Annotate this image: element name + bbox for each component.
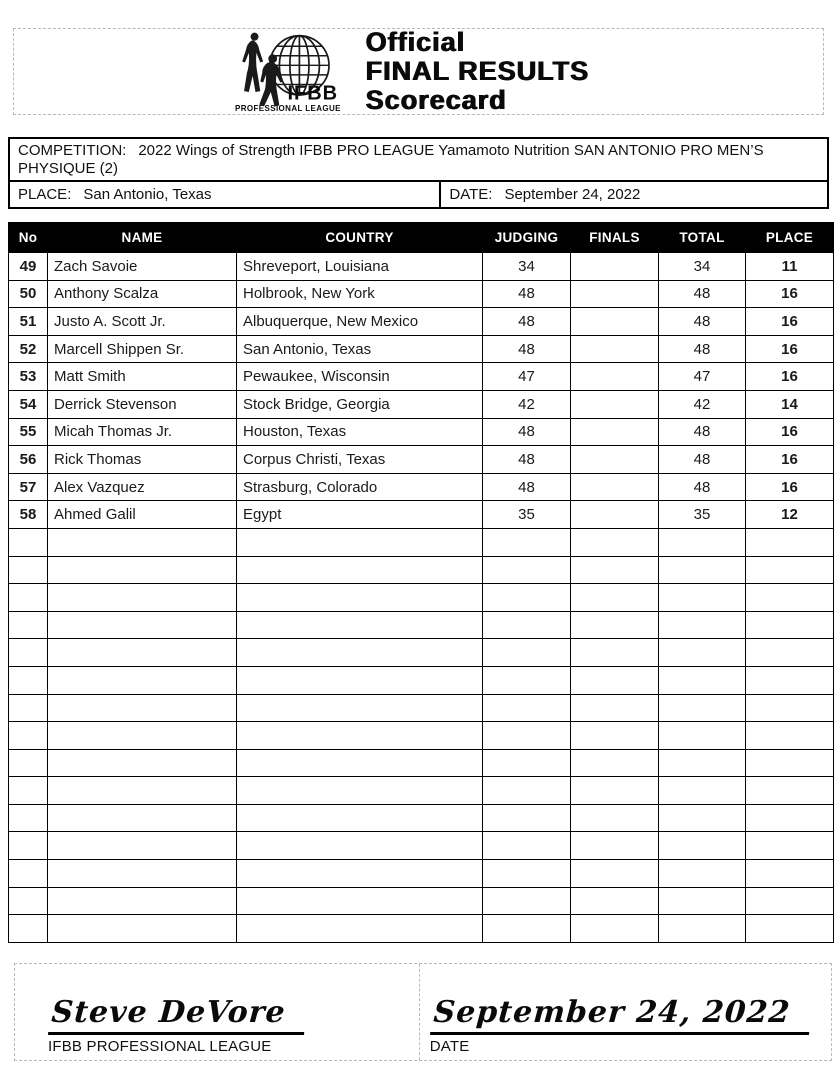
- empty-table-row: [9, 804, 834, 832]
- cell-total: 47: [659, 363, 746, 391]
- cell-finals: [571, 308, 659, 336]
- cell-name: Zach Savoie: [48, 253, 237, 281]
- empty-cell: [659, 584, 746, 612]
- empty-cell: [483, 915, 571, 943]
- document-title: [366, 28, 616, 115]
- empty-cell: [746, 860, 834, 888]
- empty-cell: [659, 749, 746, 777]
- date-cell: [441, 182, 827, 207]
- empty-cell: [48, 915, 237, 943]
- empty-cell: [9, 611, 48, 639]
- cell-no: 55: [9, 418, 48, 446]
- empty-cell: [483, 666, 571, 694]
- empty-cell: [571, 556, 659, 584]
- empty-cell: [483, 749, 571, 777]
- empty-cell: [48, 722, 237, 750]
- date-signature-label: DATE: [429, 1038, 470, 1055]
- empty-table-row: [9, 528, 834, 556]
- ifbb-league-wordmark: PROFESSIONAL LEAGUE: [234, 103, 341, 113]
- competition-row: [10, 139, 827, 180]
- cell-total: 34: [659, 253, 746, 281]
- cell-finals: [571, 418, 659, 446]
- empty-cell: [659, 887, 746, 915]
- empty-cell: [48, 666, 237, 694]
- empty-cell: [746, 528, 834, 556]
- empty-cell: [237, 832, 483, 860]
- empty-cell: [48, 584, 237, 612]
- cell-no: 57: [9, 473, 48, 501]
- table-row: [9, 473, 834, 501]
- empty-cell: [237, 528, 483, 556]
- empty-cell: [237, 777, 483, 805]
- cell-name: Micah Thomas Jr.: [48, 418, 237, 446]
- empty-cell: [48, 611, 237, 639]
- cell-country: Shreveport, Louisiana: [237, 253, 483, 281]
- cell-country: Albuquerque, New Mexico: [237, 308, 483, 336]
- empty-table-row: [9, 694, 834, 722]
- empty-cell: [746, 722, 834, 750]
- empty-cell: [571, 915, 659, 943]
- cell-name: Ahmed Galil: [48, 501, 237, 529]
- empty-cell: [746, 639, 834, 667]
- table-row: [9, 308, 834, 336]
- empty-cell: [483, 860, 571, 888]
- competition-name: 2022 Wings of Strength IFBB PRO LEAGUE Yamamoto Nutrition SAN ANTONIO PRO MEN’S PHYSIQUE (2): [18, 142, 764, 177]
- empty-cell: [48, 749, 237, 777]
- col-header-country: COUNTRY: [237, 223, 483, 253]
- empty-cell: [571, 804, 659, 832]
- empty-cell: [746, 694, 834, 722]
- ifbb-wordmark: IFBB: [286, 82, 338, 105]
- empty-cell: [237, 611, 483, 639]
- cell-place: 16: [746, 363, 834, 391]
- col-header-name: NAME: [48, 223, 237, 253]
- empty-cell: [48, 887, 237, 915]
- cell-name: Justo A. Scott Jr.: [48, 308, 237, 336]
- empty-table-row: [9, 666, 834, 694]
- empty-cell: [483, 694, 571, 722]
- empty-cell: [237, 556, 483, 584]
- empty-cell: [571, 860, 659, 888]
- empty-cell: [237, 749, 483, 777]
- empty-cell: [571, 749, 659, 777]
- empty-cell: [746, 556, 834, 584]
- date-label: DATE:: [449, 186, 493, 203]
- signature-footer: [14, 963, 832, 1061]
- empty-cell: [237, 860, 483, 888]
- place-value: San Antonio, Texas: [83, 186, 212, 203]
- table-row: [9, 280, 834, 308]
- empty-cell: [237, 694, 483, 722]
- empty-cell: [9, 639, 48, 667]
- cell-no: 56: [9, 446, 48, 474]
- cell-total: 48: [659, 280, 746, 308]
- empty-cell: [659, 611, 746, 639]
- cell-country: Corpus Christi, Texas: [237, 446, 483, 474]
- empty-cell: [659, 556, 746, 584]
- empty-cell: [483, 639, 571, 667]
- cell-country: Houston, Texas: [237, 418, 483, 446]
- empty-cell: [237, 639, 483, 667]
- empty-cell: [659, 694, 746, 722]
- cell-total: 48: [659, 308, 746, 336]
- empty-table-row: [9, 722, 834, 750]
- empty-cell: [9, 804, 48, 832]
- cell-finals: [571, 473, 659, 501]
- empty-cell: [746, 584, 834, 612]
- cell-judging: 34: [483, 253, 571, 281]
- cell-place: 16: [746, 473, 834, 501]
- table-row: [9, 390, 834, 418]
- empty-cell: [9, 556, 48, 584]
- cell-no: 52: [9, 335, 48, 363]
- empty-cell: [746, 915, 834, 943]
- empty-cell: [571, 666, 659, 694]
- results-table: [8, 222, 834, 943]
- empty-cell: [48, 832, 237, 860]
- empty-cell: [48, 860, 237, 888]
- empty-cell: [483, 887, 571, 915]
- empty-cell: [483, 528, 571, 556]
- table-row: [9, 363, 834, 391]
- header-box: [13, 28, 824, 115]
- empty-table-row: [9, 584, 834, 612]
- cell-finals: [571, 501, 659, 529]
- cell-judging: 48: [483, 473, 571, 501]
- official-signature-cell: [15, 964, 420, 1060]
- empty-cell: [659, 722, 746, 750]
- cell-finals: [571, 253, 659, 281]
- ifbb-logo: [222, 30, 352, 114]
- empty-cell: [571, 832, 659, 860]
- empty-table-row: [9, 556, 834, 584]
- cell-no: 54: [9, 390, 48, 418]
- empty-cell: [9, 722, 48, 750]
- cell-name: Matt Smith: [48, 363, 237, 391]
- empty-cell: [746, 887, 834, 915]
- cell-country: Strasburg, Colorado: [237, 473, 483, 501]
- cell-no: 50: [9, 280, 48, 308]
- cell-country: Pewaukee, Wisconsin: [237, 363, 483, 391]
- cell-finals: [571, 335, 659, 363]
- cell-name: Alex Vazquez: [48, 473, 237, 501]
- date-signature-cell: [420, 964, 831, 1060]
- empty-cell: [237, 722, 483, 750]
- empty-cell: [483, 584, 571, 612]
- official-signature: Steve DeVore: [48, 995, 307, 1035]
- cell-judging: 42: [483, 390, 571, 418]
- cell-total: 48: [659, 418, 746, 446]
- cell-finals: [571, 280, 659, 308]
- empty-cell: [9, 777, 48, 805]
- cell-judging: 48: [483, 446, 571, 474]
- empty-table-row: [9, 611, 834, 639]
- cell-place: 16: [746, 280, 834, 308]
- title-line-official: Official: [365, 27, 466, 57]
- empty-cell: [9, 694, 48, 722]
- empty-cell: [237, 915, 483, 943]
- empty-cell: [48, 694, 237, 722]
- empty-table-row: [9, 887, 834, 915]
- empty-cell: [571, 887, 659, 915]
- cell-country: Egypt: [237, 501, 483, 529]
- results-table-header: [9, 223, 834, 253]
- empty-cell: [483, 804, 571, 832]
- cell-total: 35: [659, 501, 746, 529]
- competition-info-box: [8, 137, 829, 209]
- empty-cell: [746, 804, 834, 832]
- cell-country: Stock Bridge, Georgia: [237, 390, 483, 418]
- title-line-final-results: FINAL RESULTS: [365, 56, 590, 86]
- empty-cell: [9, 887, 48, 915]
- cell-total: 42: [659, 390, 746, 418]
- table-row: [9, 501, 834, 529]
- cell-finals: [571, 446, 659, 474]
- cell-name: Marcell Shippen Sr.: [48, 335, 237, 363]
- empty-cell: [237, 584, 483, 612]
- empty-cell: [48, 777, 237, 805]
- table-row: [9, 418, 834, 446]
- empty-cell: [483, 556, 571, 584]
- empty-cell: [48, 556, 237, 584]
- empty-cell: [659, 860, 746, 888]
- col-header-judging: JUDGING: [483, 223, 571, 253]
- cell-judging: 48: [483, 280, 571, 308]
- bodybuilder-figures-icon: [242, 32, 283, 106]
- empty-cell: [48, 804, 237, 832]
- title-line-scorecard: Scorecard: [365, 85, 507, 115]
- empty-table-row: [9, 639, 834, 667]
- cell-place: 16: [746, 308, 834, 336]
- cell-name: Anthony Scalza: [48, 280, 237, 308]
- empty-cell: [9, 666, 48, 694]
- cell-no: 49: [9, 253, 48, 281]
- cell-place: 14: [746, 390, 834, 418]
- empty-cell: [237, 804, 483, 832]
- cell-judging: 48: [483, 418, 571, 446]
- empty-cell: [659, 777, 746, 805]
- empty-table-row: [9, 832, 834, 860]
- empty-cell: [571, 722, 659, 750]
- empty-cell: [746, 749, 834, 777]
- empty-cell: [48, 639, 237, 667]
- cell-place: 11: [746, 253, 834, 281]
- ifbb-globe-icon: [222, 30, 352, 114]
- official-signature-label: IFBB PROFESSIONAL LEAGUE: [48, 1038, 272, 1055]
- cell-place: 16: [746, 446, 834, 474]
- empty-cell: [9, 528, 48, 556]
- empty-cell: [9, 860, 48, 888]
- empty-cell: [746, 832, 834, 860]
- cell-judging: 35: [483, 501, 571, 529]
- table-row: [9, 335, 834, 363]
- empty-cell: [746, 611, 834, 639]
- empty-cell: [571, 528, 659, 556]
- cell-total: 48: [659, 446, 746, 474]
- empty-cell: [9, 832, 48, 860]
- empty-cell: [659, 915, 746, 943]
- cell-finals: [571, 390, 659, 418]
- empty-cell: [571, 611, 659, 639]
- cell-total: 48: [659, 473, 746, 501]
- empty-cell: [571, 777, 659, 805]
- results-table-body: [9, 253, 834, 943]
- col-header-place: PLACE: [746, 223, 834, 253]
- empty-table-row: [9, 860, 834, 888]
- empty-cell: [483, 722, 571, 750]
- col-header-finals: FINALS: [571, 223, 659, 253]
- empty-cell: [659, 528, 746, 556]
- empty-cell: [746, 666, 834, 694]
- empty-cell: [483, 777, 571, 805]
- date-value: September 24, 2022: [504, 186, 641, 203]
- date-signature: September 24, 2022: [430, 995, 812, 1035]
- empty-table-row: [9, 915, 834, 943]
- empty-cell: [659, 832, 746, 860]
- cell-country: San Antonio, Texas: [237, 335, 483, 363]
- place-label: PLACE:: [18, 186, 72, 203]
- empty-cell: [483, 832, 571, 860]
- cell-country: Holbrook, New York: [237, 280, 483, 308]
- cell-no: 53: [9, 363, 48, 391]
- col-header-total: TOTAL: [659, 223, 746, 253]
- place-date-row: [10, 180, 827, 207]
- empty-cell: [571, 584, 659, 612]
- table-row: [9, 446, 834, 474]
- empty-cell: [746, 777, 834, 805]
- cell-place: 12: [746, 501, 834, 529]
- empty-cell: [659, 804, 746, 832]
- empty-cell: [9, 749, 48, 777]
- table-row: [9, 253, 834, 281]
- cell-no: 58: [9, 501, 48, 529]
- col-header-no: No: [9, 223, 48, 253]
- cell-judging: 48: [483, 335, 571, 363]
- cell-total: 48: [659, 335, 746, 363]
- empty-cell: [9, 584, 48, 612]
- empty-cell: [571, 694, 659, 722]
- cell-place: 16: [746, 335, 834, 363]
- cell-finals: [571, 363, 659, 391]
- cell-judging: 47: [483, 363, 571, 391]
- cell-name: Rick Thomas: [48, 446, 237, 474]
- cell-place: 16: [746, 418, 834, 446]
- empty-cell: [483, 611, 571, 639]
- place-cell: [10, 182, 441, 207]
- cell-name: Derrick Stevenson: [48, 390, 237, 418]
- cell-no: 51: [9, 308, 48, 336]
- cell-judging: 48: [483, 308, 571, 336]
- empty-table-row: [9, 749, 834, 777]
- empty-cell: [9, 915, 48, 943]
- empty-cell: [237, 666, 483, 694]
- empty-table-row: [9, 777, 834, 805]
- empty-cell: [659, 666, 746, 694]
- empty-cell: [48, 528, 237, 556]
- competition-label: COMPETITION:: [18, 142, 127, 159]
- empty-cell: [571, 639, 659, 667]
- empty-cell: [659, 639, 746, 667]
- empty-cell: [237, 887, 483, 915]
